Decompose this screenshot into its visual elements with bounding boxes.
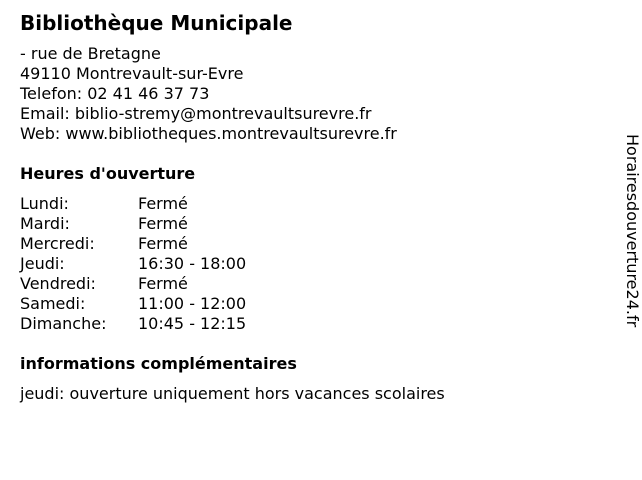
day-label: Dimanche: (20, 314, 107, 333)
hours-row-wednesday (20, 234, 246, 254)
day-time: Fermé (138, 234, 188, 253)
opening-hours-heading: Heures d'ouverture (20, 164, 196, 183)
day-time: Fermé (138, 214, 188, 233)
hours-row-tuesday (20, 214, 246, 234)
hours-row-sunday (20, 314, 246, 334)
page-title: Bibliothèque Municipale (20, 11, 293, 35)
day-label: Jeudi: (20, 254, 65, 273)
brand-watermark (623, 134, 641, 374)
day-time: 10:45 - 12:15 (138, 314, 247, 333)
day-label: Lundi: (20, 194, 69, 213)
day-label: Vendredi: (20, 274, 96, 293)
hours-row-saturday (20, 294, 246, 314)
address-block (20, 44, 397, 144)
web-line: Web: www.bibliotheques.montrevaultsurevre.fr (20, 124, 397, 143)
hours-row-thursday (20, 254, 246, 274)
additional-info-heading: informations complémentaires (20, 354, 297, 373)
hours-row-monday (20, 194, 246, 214)
street-line: - rue de Bretagne (20, 44, 161, 63)
day-time: 16:30 - 18:00 (138, 254, 247, 273)
day-time: 11:00 - 12:00 (138, 294, 247, 313)
opening-hours-table (20, 194, 246, 334)
brand-text: Horairesdouverture24.fr (623, 134, 642, 328)
city-line: 49110 Montrevault-sur-Evre (20, 64, 244, 83)
hours-row-friday (20, 274, 246, 294)
day-time: Fermé (138, 274, 188, 293)
day-label: Samedi: (20, 294, 86, 313)
day-label: Mardi: (20, 214, 70, 233)
day-time: Fermé (138, 194, 188, 213)
day-label: Mercredi: (20, 234, 95, 253)
additional-info-text: jeudi: ouverture uniquement hors vacances scolaires (20, 384, 445, 403)
email-line: Email: biblio-stremy@montrevaultsurevre.fr (20, 104, 372, 123)
phone-line: Telefon: 02 41 46 37 73 (20, 84, 210, 103)
